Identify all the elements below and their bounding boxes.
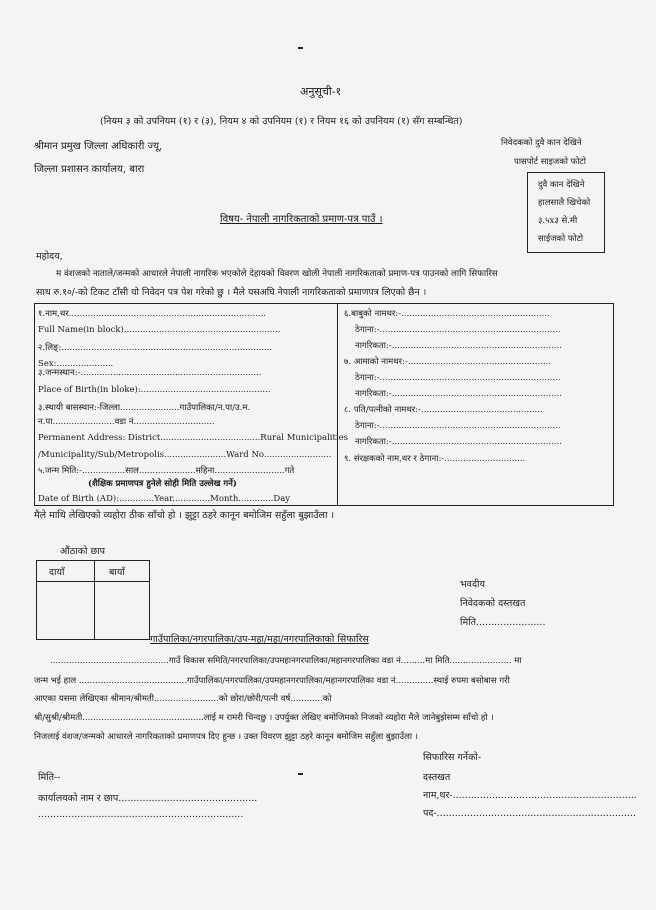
- recommendation-line: ............................................गाउँ विकास समिति/नगरपालिका/उपमहानगरपालिका/महानगरपालिका वडा नं.........मा मिति....................... मा: [50, 656, 522, 666]
- photo-box-line: दुवै कान देखिने: [538, 180, 585, 190]
- thumbprint-divider: [94, 561, 95, 639]
- applicant-date-label: मिति.......................: [460, 617, 546, 628]
- birth-date-ad-field: Date of Birth (AD):.............Year..............Month.............Day: [38, 494, 291, 504]
- yours-faithfully: भवदीय: [460, 579, 485, 590]
- mother-name-field: ७. आमाको नामथर:-.....................................................: [344, 357, 552, 367]
- office-name-stamp-label: कार्यालयको नाम र छाप..............................................: [38, 793, 258, 804]
- thumbprint-title: औंठाको छाप: [60, 546, 105, 557]
- spouse-citizenship-field: नागरिकता:-...............................................................: [355, 437, 562, 447]
- father-address-field: ठेगाना:-...................................................................: [355, 325, 561, 335]
- birth-place-nepali-field: ३.जन्मस्थान:-...................................................................: [38, 368, 262, 378]
- addressee-line-2: जिल्ला प्रशासन कार्यालय, बारा: [34, 164, 145, 175]
- intro-line-2: साथ रु.१०/-को टिकट टाँसी यो निवेदन पत्र पेश गरेको छु । मैले यसअघि नेपाली नागरिकताको प्रमाणपत्र लिएको छैन ।: [36, 287, 427, 298]
- intro-line-1: म वंशजको नाताले/जन्मको आधारले नेपाली नागरिक भएकोले देहायको विवरण खोली नेपाली नागरिकताको प्रमाण-पत्र पाउनको लागि सिफारिस: [56, 269, 498, 279]
- thumbprint-header-line: [37, 581, 149, 582]
- birth-place-english-field: Place of Birth(in bloke):................................................: [38, 385, 271, 395]
- full-name-english-field: Full Name(in block)..........................................................: [38, 325, 281, 335]
- page-mark: [298, 773, 303, 775]
- recommendation-date-label: मिति--: [38, 772, 61, 783]
- left-thumb-label: बायाँ: [109, 567, 125, 578]
- permanent-address-ward-field: न.पा.......................वडा नं..............................: [38, 417, 215, 427]
- father-name-field: ६.बाबुको नामथर:-.......................................................: [344, 309, 550, 319]
- municipality-ward-field: /Municipality/Sub/Metropolis.......................Ward No.........................: [38, 450, 332, 460]
- father-citizenship-field: नागरिकता:-...............................................................: [355, 341, 562, 351]
- schedule-title: अनुसूची-१: [300, 85, 342, 98]
- recommendation-line: निजलाई वंशज/जन्मको आधारले नागरिकताको प्रमाणपत्र दिए हुन्छ । उक्त विवरण झुट्टा ठहरे कानून बमोजिम सहुँला बुझाउँला ।: [34, 732, 418, 742]
- declaration: मैले माथि लेखिएको व्यहोरा ठीक साँचो हो । झुट्टा ठहरे कानून बमोजिम सहुँला बुझाउँला ।: [34, 510, 335, 521]
- photo-box-line: हालसालै खिचेको: [538, 198, 591, 208]
- thumbprint-box: [36, 560, 150, 640]
- spouse-address-field: ठेगाना:-...................................................................: [355, 421, 561, 431]
- recommendation-line: जन्म भई हाल ........................................गाउँपालिका/नगरपालिका/उपमहानगरपालिका/महानगरपालिका वडा नं..............स्थाई रुपमा बसोबास गरी: [34, 676, 510, 686]
- guardian-field: ९. संरक्षकको नाम,थर र ठेगाना:-..............................: [344, 454, 526, 464]
- permanent-address-nepali-field: ३.स्थायी बासस्थान:-जिल्ला......................गाउँपालिका/न.पा/उ.म.: [38, 403, 251, 413]
- page-mark: [298, 47, 303, 49]
- photo-box-line: साईजको फोटो: [538, 234, 584, 244]
- sex-english-field: Sex:.....................: [38, 359, 114, 369]
- gender-nepali-field: २.लिङ्:..............................................................................: [38, 343, 273, 353]
- recommender-label: सिफारिस गर्नेको-: [423, 752, 482, 763]
- applicant-signature-label: निवेदकको दस्तखत: [460, 598, 526, 609]
- photo-note-1: निवेदकको दुवै कान देखिने: [501, 138, 582, 148]
- birth-date-note: (शैक्षिक प्रमाणपत्र हुनेले सोही मिति उल्लेख गर्ने): [88, 479, 237, 489]
- permanent-address-english-field: Permanent Address: District.....................................Rural Municipalities: [38, 433, 349, 443]
- photo-box-line: ३.५x३ से.मी: [538, 216, 578, 226]
- salutation: महोदय,: [36, 251, 63, 262]
- recommendation-line: श्री/सुश्री/श्रीमती.............................................लाई म रामरी चिन्दछु । उपर्युक्त लेखिए बमोजिमको निजको व्यहोरा मैले जानेबुझेसम्म साँचो हो ।: [34, 713, 494, 723]
- birth-date-bs-field: ५.जन्म मिति:-................साल.....................महिना..........................गते: [38, 466, 295, 476]
- subject-line: विषय- नेपाली नागरिकताको प्रमाण-पत्र पाउँ ।: [220, 214, 383, 225]
- photo-box: [527, 172, 605, 253]
- table-divider: [337, 303, 338, 505]
- office-extra-line: ....................................................................: [38, 809, 244, 820]
- addressee-line-1: श्रीमान प्रमुख जिल्ला अधिकारी ज्यू,: [34, 141, 163, 152]
- right-thumb-label: दायाँ: [49, 567, 65, 578]
- spouse-name-field: ८. पति/पत्नीको नामथर:-.............................................: [344, 405, 543, 415]
- full-name-nepali-field: १.नाम,थर.........................................................................: [38, 309, 266, 319]
- recommender-name-label: नाम,थर-.............................................................: [423, 790, 637, 801]
- recommendation-line: आएका यसमा लेखिएका श्रीमान/श्रीमती........................को छोरा/छोरी/पत्नी वर्ष............को: [34, 694, 332, 704]
- rule-reference: (नियम ३ को उपनियम (१) र (३), नियम ४ को उपनियम (१) र नियम १६ को उपनियम (१) सँग सम्बन्धित): [100, 116, 463, 127]
- recommender-post-label: पद-..................................................................: [423, 808, 636, 819]
- recommendation-title: गाउँपालिका/नगरपालिका/उप-महा/महा/नगरपालिकाको सिफारिस: [150, 634, 369, 645]
- photo-note-2: पासपोर्ट साइजको फोटो: [514, 157, 586, 167]
- recommender-signature-label: दस्तखत: [423, 772, 451, 783]
- mother-address-field: ठेगाना:-...................................................................: [355, 373, 561, 383]
- mother-citizenship-field: नागरिकता:-...............................................................: [355, 389, 562, 399]
